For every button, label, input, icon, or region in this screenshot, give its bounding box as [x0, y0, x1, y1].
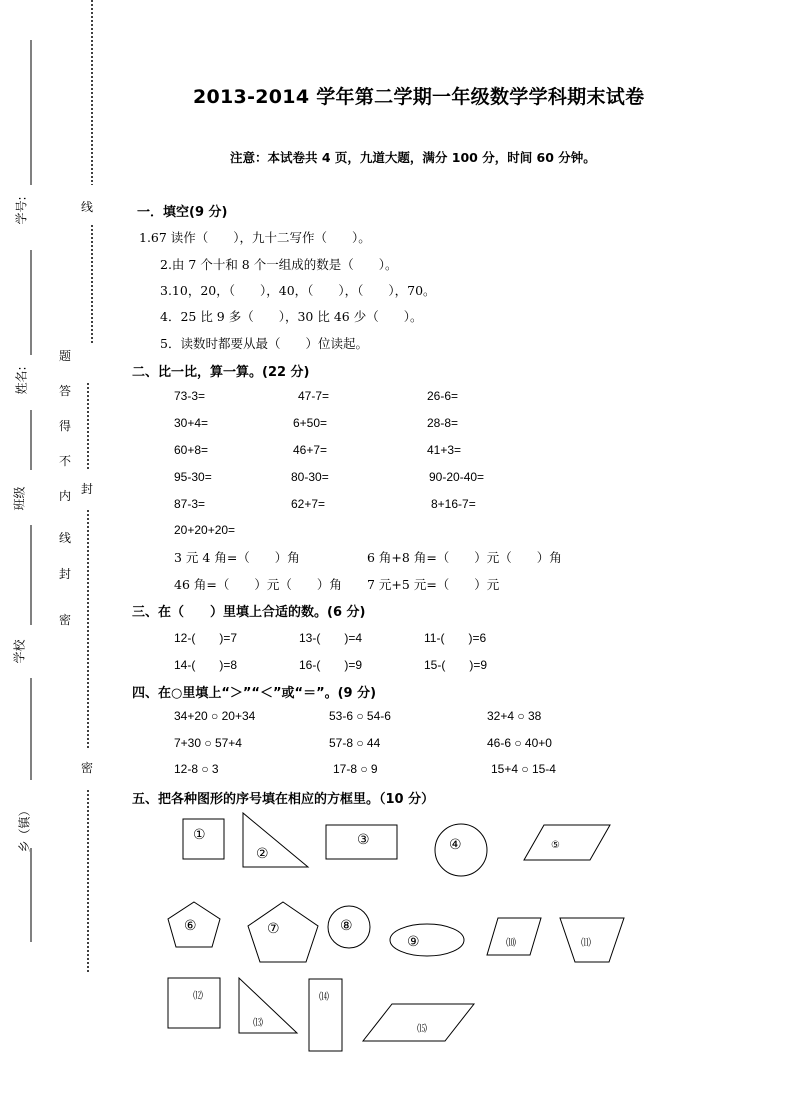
calc-item: 62+7=	[291, 497, 326, 511]
name-label: 姓名:	[14, 366, 29, 395]
fill-blank-item: 14-( )=8	[174, 658, 238, 672]
student-id-label: 学号:	[14, 196, 29, 225]
section1-item-1: 1.67 读作（ ），九十二写作（ ）。	[139, 230, 371, 245]
compare-item: 57-8 ○ 44	[329, 736, 381, 750]
shape-square-12	[168, 978, 220, 1028]
margin-no-answer-4: 不	[58, 454, 71, 468]
shape-pentagon-7	[248, 902, 318, 962]
section3-heading: 三、在（ ）里填上合适的数。(6 分)	[132, 605, 366, 620]
shape-label-14: ⒁	[319, 992, 329, 1003]
margin-line-char-2: 线	[58, 531, 71, 545]
fill-blank-item: 15-( )=9	[424, 658, 488, 672]
money-item: 3 元 4 角=（ ）角	[174, 550, 300, 565]
calc-item: 28-8=	[427, 416, 459, 430]
shape-label-9: ⑨	[407, 934, 420, 950]
margin-no-answer-2: 答	[58, 384, 71, 398]
binding-margin-lines	[0, 0, 120, 1118]
shape-label-10: ⑽	[506, 938, 516, 949]
shape-trapezoid-11	[560, 918, 624, 962]
calc-item: 20+20+20=	[174, 523, 236, 537]
shape-label-4: ④	[449, 837, 462, 853]
calc-item: 41+3=	[427, 443, 462, 457]
shape-triangle-13	[239, 978, 297, 1033]
shape-label-8: ⑧	[340, 918, 353, 934]
compare-item: 32+4 ○ 38	[487, 709, 542, 723]
exam-notice: 注意：本试卷共 4 页，九道大题，满分 100 分，时间 60 分钟。	[230, 150, 596, 165]
calc-item: 90-20-40=	[429, 470, 485, 484]
calc-item: 60+8=	[174, 443, 209, 457]
school-label: 学校	[12, 639, 27, 664]
money-item: 7 元+5 元=（ ）元	[367, 577, 500, 592]
shape-label-2: ②	[256, 846, 269, 862]
margin-secret-char-1: 密	[58, 613, 71, 627]
section4-heading: 四、在○里填上“＞”“＜”或“＝”。(9 分)	[132, 686, 377, 701]
section1-item-4: 4．25 比 9 多（ ），30 比 46 少（ ）。	[160, 309, 423, 324]
section1-item-2: 2.由 7 个十和 8 个一组成的数是（ ）。	[160, 257, 398, 272]
compare-item: 7+30 ○ 57+4	[174, 736, 242, 750]
fill-blank-item: 13-( )=4	[299, 631, 363, 645]
shape-parallelogram-5	[524, 825, 610, 860]
margin-seal-char-1: 封	[80, 482, 93, 496]
calc-item: 95-30=	[174, 470, 212, 484]
town-label: 乡（镇）	[17, 804, 32, 853]
fill-blank-item: 12-( )=7	[174, 631, 238, 645]
calc-item: 80-30=	[291, 470, 329, 484]
money-item: 6 角+8 角=（ ）元（ ）角	[367, 550, 562, 565]
compare-item: 15+4 ○ 15-4	[491, 762, 556, 776]
calc-item: 30+4=	[174, 416, 209, 430]
calc-item: 26-6=	[427, 389, 459, 403]
money-item: 46 角=（ ）元（ ）角	[174, 577, 342, 592]
section1-item-5: 5．读数时都要从最（ ）位读起。	[160, 336, 368, 351]
compare-item: 34+20 ○ 20+34	[174, 709, 256, 723]
shape-label-15: ⒂	[417, 1024, 427, 1035]
fill-blank-item: 11-( )=6	[424, 631, 487, 645]
shape-label-6: ⑥	[184, 918, 197, 934]
calc-item: 8+16-7=	[431, 497, 476, 511]
calc-item: 73-3=	[174, 389, 206, 403]
section5-heading: 五、把各种图形的序号填在相应的方框里。（10 分）	[132, 792, 435, 807]
shape-triangle-2	[243, 813, 308, 867]
fill-blank-item: 16-( )=9	[299, 658, 363, 672]
section2-heading: 二、比一比，算一算。(22 分)	[132, 365, 310, 380]
exam-title: 2013-2014 学年第二学期一年级数学学科期末试卷	[193, 86, 645, 108]
margin-seal-char-2: 封	[58, 567, 71, 581]
margin-no-answer-3: 得	[58, 419, 71, 433]
calc-item: 47-7=	[298, 389, 330, 403]
shape-label-12: ⑿	[193, 991, 203, 1002]
section1-item-3: 3.10，20，（ ），40，（ ），（ ），70。	[160, 283, 436, 298]
margin-no-answer-5: 内	[58, 489, 71, 503]
shape-label-1: ①	[193, 827, 206, 843]
shape-ellipse-9	[390, 924, 464, 956]
class-label: 班级	[12, 486, 27, 511]
calc-item: 6+50=	[293, 416, 328, 430]
shape-label-3: ③	[357, 832, 370, 848]
shape-label-7: ⑦	[267, 921, 280, 937]
section1-heading: 一．填空(9 分)	[137, 205, 228, 220]
shape-label-11: ⑾	[581, 938, 591, 949]
margin-secret-char-2: 密	[80, 761, 93, 775]
calc-item: 46+7=	[293, 443, 328, 457]
shape-label-13: ⒀	[253, 1018, 263, 1029]
compare-item: 17-8 ○ 9	[333, 762, 378, 776]
compare-item: 46-6 ○ 40+0	[487, 736, 552, 750]
margin-no-answer-1: 题	[58, 349, 71, 363]
calc-item: 87-3=	[174, 497, 206, 511]
compare-item: 53-6 ○ 54-6	[329, 709, 391, 723]
compare-item: 12-8 ○ 3	[174, 762, 219, 776]
shape-label-5: ⑤	[551, 840, 560, 851]
margin-line-char: 线	[80, 200, 93, 214]
